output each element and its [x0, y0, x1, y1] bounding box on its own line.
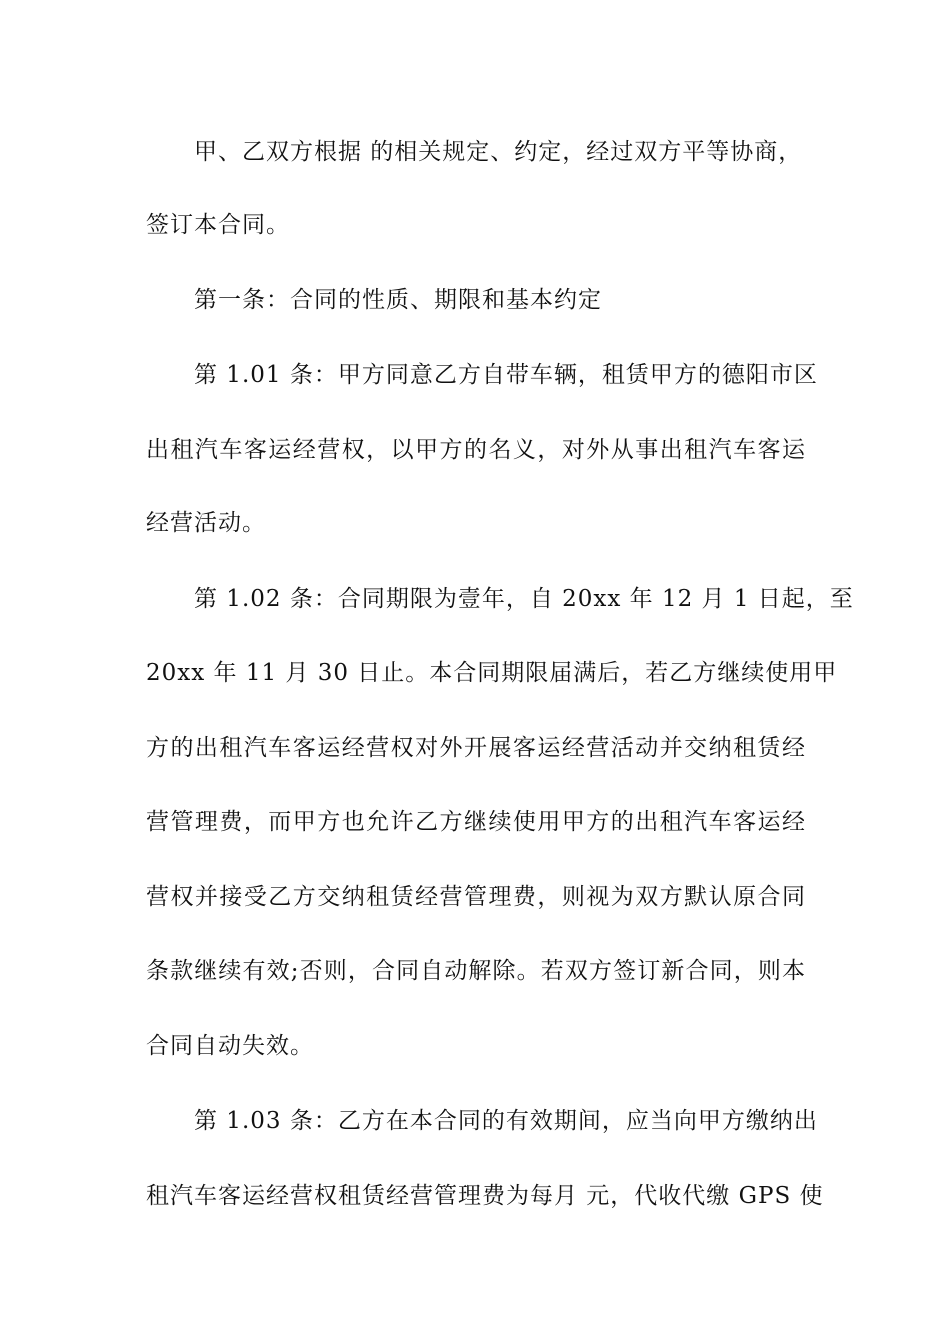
text-line: 第 1.02 条：合同期限为壹年，自 20xx 年 12 月 1 日起，至 [194, 586, 854, 612]
text-line: 经营活动。 [146, 510, 266, 536]
text-line: 甲、乙双方根据 的相关规定、约定，经过双方平等协商， [194, 139, 803, 165]
text-line: 方的出租汽车客运经营权对外开展客运经营活动并交纳租赁经 [146, 735, 806, 761]
text-line: 第 1.01 条：甲方同意乙方自带车辆，租赁甲方的德阳市区 [194, 362, 818, 388]
text-line: 营管理费，而甲方也允许乙方继续使用甲方的出租汽车客运经 [146, 809, 806, 835]
text-line: 出租汽车客运经营权，以甲方的名义，对外从事出租汽车客运 [146, 437, 806, 463]
text-line: 合同自动失效。 [146, 1033, 314, 1059]
text-line: 签订本合同。 [146, 212, 290, 238]
text-line: 租汽车客运经营权租赁经营管理费为每月 元，代收代缴 GPS 使 [146, 1183, 824, 1209]
section-heading: 第一条：合同的性质、期限和基本约定 [194, 287, 602, 313]
text-line: 营权并接受乙方交纳租赁经营管理费，则视为双方默认原合同 [146, 884, 806, 910]
text-line: 20xx 年 11 月 30 日止。本合同期限届满后，若乙方继续使用甲 [146, 660, 838, 686]
text-line: 第 1.03 条：乙方在本合同的有效期间，应当向甲方缴纳出 [194, 1108, 818, 1134]
text-line: 条款继续有效;否则，合同自动解除。若双方签订新合同，则本 [146, 958, 806, 984]
